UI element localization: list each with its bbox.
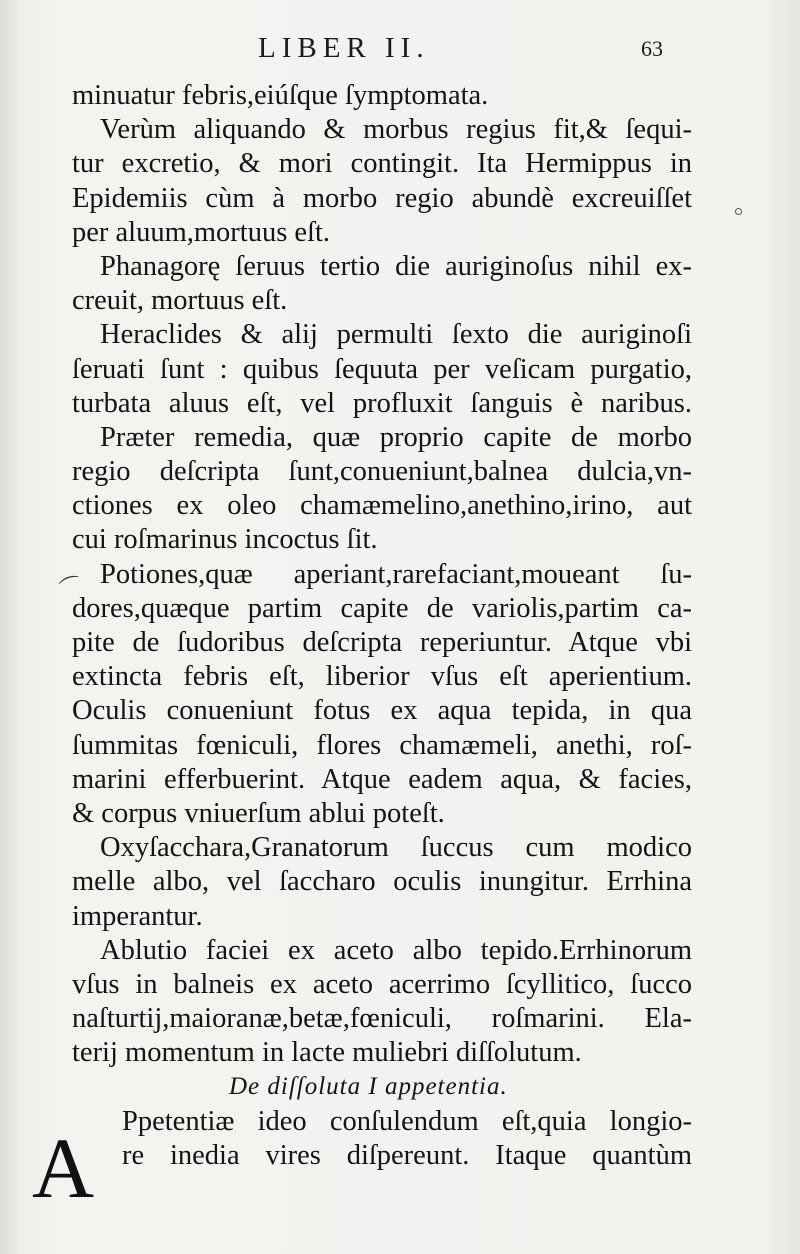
drop-cap: A [32, 1120, 95, 1216]
text-line: Phanagorę ſeruus tertio die auriginoſus nihil ex- [100, 250, 692, 282]
text-line: Ablutio faciei ex aceto albo tepido.Errhinorum [100, 934, 692, 966]
text-line: marini efferbuerint. Atque eadem aqua, & facies, [72, 763, 692, 795]
text-line: ſummitas fœniculi, flores chamæmeli, anethi, roſ- [72, 729, 692, 761]
text-line: vſus in balneis ex aceto acerrimo ſcyllitico, ſucco [72, 968, 692, 1000]
margin-mark: ⌒ [56, 571, 86, 603]
text-line: Heraclides & alij permulti ſexto die auriginoſi [100, 319, 692, 351]
text-line: cui roſmarinus incoctus ſit. [72, 524, 378, 556]
text-line: terij momentum in lacte muliebri diſſolutum. [72, 1037, 582, 1069]
section-heading: De diſſoluta I appetentia. [229, 1073, 508, 1101]
text-line: naſturtij,maioranæ,betæ,fœniculi, roſmarini. Ela- [72, 1003, 692, 1035]
page-header [0, 32, 800, 72]
text-line: minuatur febris,eiúſque ſymptomata. [72, 80, 489, 111]
text-line: ctiones ex oleo chamæmelino,anethino,irino, aut [72, 490, 692, 522]
page-number: 63 [641, 36, 663, 61]
text-line: re inedia vires diſpereunt. Itaque quantùm [122, 1139, 692, 1171]
text-line: & corpus vniuerſum ablui poteſt. [72, 797, 445, 829]
text-line: extincta febris eſt, liberior vſus eſt aperientium. [72, 661, 692, 693]
text-line: imperantur. [72, 900, 203, 932]
running-head: LIBER II. [258, 32, 430, 64]
text-line: Oxyſacchara,Granatorum ſuccus cum modico [100, 832, 692, 864]
text-line: Præter remedia, quæ proprio capite de morbo [100, 421, 692, 453]
text-line: Oculis conueniunt fotus ex aqua tepida, in qua [72, 695, 692, 727]
ink-speck [735, 208, 742, 215]
text-line: Epidemiis cùm à morbo regio abundè excreuiſſet [72, 182, 692, 214]
text-line: Potiones,quæ aperiant,rarefaciant,moueant ſu- [100, 558, 692, 590]
text-line: Ppetentiæ ideo conſulendum eſt,quia longio- [122, 1105, 692, 1137]
text-line: Verùm aliquando & morbus regius fit,& ſequi- [100, 114, 692, 146]
text-line: creuit, mortuus eſt. [72, 285, 288, 317]
body-text [72, 79, 692, 1173]
text-line: melle albo, vel ſaccharo oculis inungitur. Errhina [72, 866, 692, 898]
text-line: pite de ſudoribus deſcripta reperiuntur. Atque vbi [72, 627, 692, 658]
text-line: regio deſcripta ſunt,conueniunt,balnea dulcia,vn- [72, 456, 692, 488]
text-line: dores,quæque partim capite de variolis,partim ca- [72, 592, 692, 624]
text-line: per aluum,mortuus eſt. [72, 216, 331, 248]
text-line: turbata aluus eſt, vel profluxit ſanguis è naribus. [72, 387, 692, 419]
text-line: tur excretio, & mori contingit. Ita Hermippus in [72, 148, 692, 180]
text-line: ſeruati ſunt : quibus ſequuta per veſicam purgatio, [72, 353, 692, 385]
